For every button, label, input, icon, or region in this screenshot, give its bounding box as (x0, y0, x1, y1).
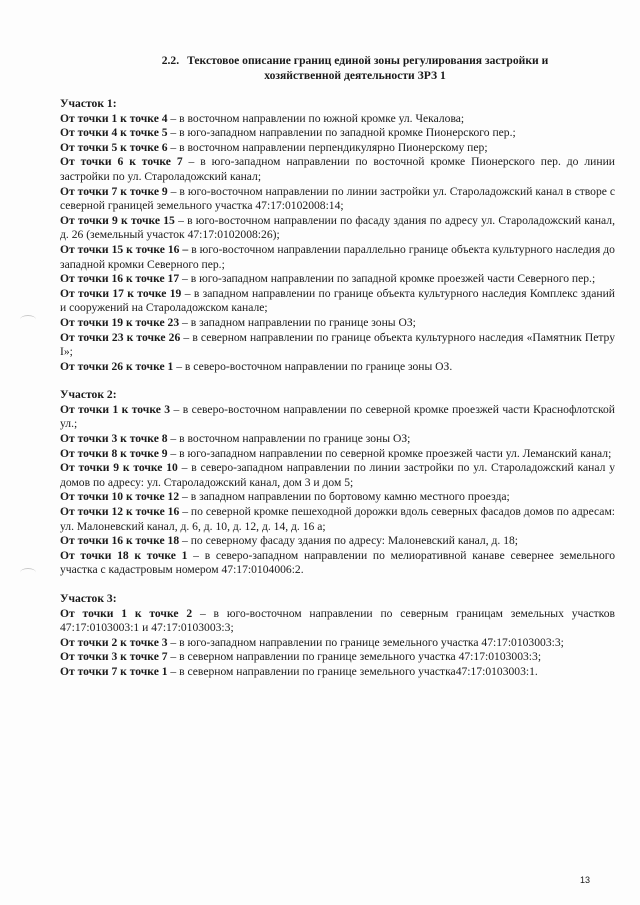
boundary-segment (60, 665, 615, 680)
segment-points: От точки 3 к точке 8 (60, 432, 168, 446)
boundary-segment (60, 126, 615, 141)
segment-points: От точки 2 к точке 3 (60, 635, 168, 649)
segment-points: От точки 16 к точке 18 (60, 534, 180, 548)
segment-description: – в юго-западном направлении по западной кромке Пионерского пер.; (167, 126, 516, 140)
boundary-segment (60, 432, 615, 447)
segment-description: – в юго-восточном направлении по фасаду здания по адресу ул. Староладожский канал, д. 26 (земельный участок 47:17:0102008:26); (60, 213, 615, 242)
segment-points: От точки 19 к точке 23 (60, 315, 180, 329)
boundary-segment (60, 636, 615, 651)
segment-description: – в юго-западном направлении по восточной кромке Пионерского пер. до линии застройки по ул. Староладожский канал; (60, 155, 615, 183)
boundary-segment (60, 490, 615, 505)
boundary-segment (60, 112, 615, 127)
plot-section (60, 97, 615, 374)
heading-number: 2.2. (161, 54, 180, 67)
boundary-segment (60, 534, 615, 549)
segment-points: От точки 7 к точке 9 (60, 184, 168, 198)
boundary-segment (60, 214, 615, 243)
section-heading (120, 53, 590, 83)
heading-line-1 (120, 53, 590, 68)
plot-section-title: Участок 1: (60, 97, 117, 110)
segment-points: От точки 17 к точке 19 (60, 286, 182, 300)
segment-description: – в западном направлении по бортовому камню местного проезда; (179, 490, 510, 504)
segment-points: От точки 9 к точке 10 (60, 461, 178, 475)
segment-description: – в восточном направлении по южной кромке ул. Чекалова; (167, 111, 465, 125)
segment-description: – в юго-восточном направлении по северным границам земельных участков 47:17:0103003:1 и 47:17:0103003:3; (60, 606, 616, 635)
segment-description: – по северной кромке пешеходной дорожки вдоль северных фасадов домов по адресам: ул. Малоневский канал, д. 6, д. 10, д. 12, д. 14, д. 16 а; (60, 505, 616, 533)
segment-points: От точки 6 к точке 7 (60, 155, 183, 169)
segment-description: – в юго-западном направлении по границе земельного участка 47:17:0103003:3; (167, 635, 564, 649)
segment-description: – в восточном направлении по границе зоны ОЗ; (167, 432, 411, 446)
segment-points: От точки 7 к точке 1 (60, 664, 168, 678)
segment-description: – в северном направлении по границе земельного участка 47:17:0103003:3; (167, 650, 542, 664)
segment-description: – в юго-западном направлении по северной кромке проезжей части ул. Леманский канал; (167, 446, 612, 460)
segment-points: От точки 1 к точке 2 (60, 606, 193, 620)
plot-section-title: Участок 3: (60, 592, 117, 605)
segment-points: От точки 26 к точке 1 (60, 359, 174, 373)
boundary-segment (60, 447, 615, 462)
segment-description: – в юго-западном направлении по западной кромке проезжей части Северного пер.; (179, 272, 596, 286)
segment-points: От точки 10 к точке 12 (60, 490, 180, 504)
boundary-segment (60, 607, 615, 636)
segment-description: – в северо-восточном направлении по северной кромке проезжей части Краснофлотской ул.; (60, 402, 615, 431)
boundary-segment (60, 287, 615, 316)
segment-description: – в северном направлении по границе объекта культурного наследия «Памятник Петру I»; (60, 330, 616, 359)
boundary-segment (60, 316, 615, 331)
boundary-segment (60, 549, 615, 578)
boundary-segment (60, 272, 615, 287)
segment-description: – в восточном направлении перпендикулярно Пионерскому пер; (167, 140, 488, 154)
segment-description: – в северном направлении по границе земельного участка47:17:0103003:1. (167, 664, 538, 678)
segment-points: От точки 9 к точке 15 (60, 213, 175, 227)
segment-description: – в северо-западном направлении по мелиоративной канаве севернее земельного участка с кадастровым номером 47:17:0104006:2. (60, 548, 616, 577)
heading-text-1: Текстовое описание границ единой зоны регулирования застройки и (187, 54, 549, 67)
segment-points: От точки 18 к точке 1 (60, 548, 188, 562)
segment-description: в юго-восточном направлении параллельно границе объекта культурного наследия до западной кромки Северного пер.; (60, 242, 615, 271)
segment-points: От точки 4 к точке 5 (60, 126, 168, 140)
plot-section-title: Участок 2: (60, 388, 117, 402)
boundary-segment (60, 141, 615, 156)
boundary-segment (60, 403, 615, 432)
segment-description: – в юго-восточном направлении по линии застройки ул. Староладожский канал в створе с северной границей земельного участка 47:17:0102008:14; (60, 184, 615, 213)
segment-points: От точки 5 к точке 6 (60, 140, 168, 154)
margin-scan-mark (20, 568, 36, 577)
segment-points: От точки 3 к точке 7 (60, 650, 168, 664)
segment-description: – в северо-западном направлении по линии застройки по ул. Староладожский канал у домов по адресу: ул. Староладожский канал, дом 3 и дом 5; (60, 461, 615, 489)
segment-description: – в западном направлении по границе зоны ОЗ; (179, 315, 416, 329)
segment-description: – в западном направлении по границе объекта культурного наследия Комплекс зданий и сооружений на Староладожском канале; (60, 286, 615, 315)
page-number: 13 (579, 875, 590, 885)
segment-points: От точки 1 к точке 4 (60, 111, 168, 125)
boundary-segment (60, 185, 615, 214)
segment-points: От точки 15 к точке 16 – (60, 242, 189, 256)
boundary-segment (60, 505, 615, 534)
margin-scan-mark (20, 315, 36, 324)
plot-section (60, 592, 615, 680)
boundary-segment (60, 650, 615, 665)
heading-line-2: хозяйственной деятельности ЗРЗ 1 (264, 69, 446, 82)
segment-points: От точки 1 к точке 3 (60, 402, 171, 416)
boundary-segment (60, 243, 615, 272)
document-body (60, 97, 615, 680)
segment-points: От точки 12 к точке 16 (60, 505, 180, 519)
segment-points: От точки 23 к точке 26 (60, 330, 181, 344)
segment-description: – по северному фасаду здания по адресу: Малоневский канал, д. 18; (179, 534, 519, 548)
boundary-segment (60, 461, 615, 490)
segment-description: – в северо-восточном направлении по границе зоны ОЗ. (173, 359, 453, 373)
segment-points: От точки 8 к точке 9 (60, 446, 168, 460)
boundary-segment (60, 360, 615, 375)
boundary-segment (60, 331, 615, 360)
boundary-segment (60, 155, 615, 184)
segment-points: От точки 16 к точке 17 (60, 272, 180, 286)
plot-section (60, 388, 615, 578)
